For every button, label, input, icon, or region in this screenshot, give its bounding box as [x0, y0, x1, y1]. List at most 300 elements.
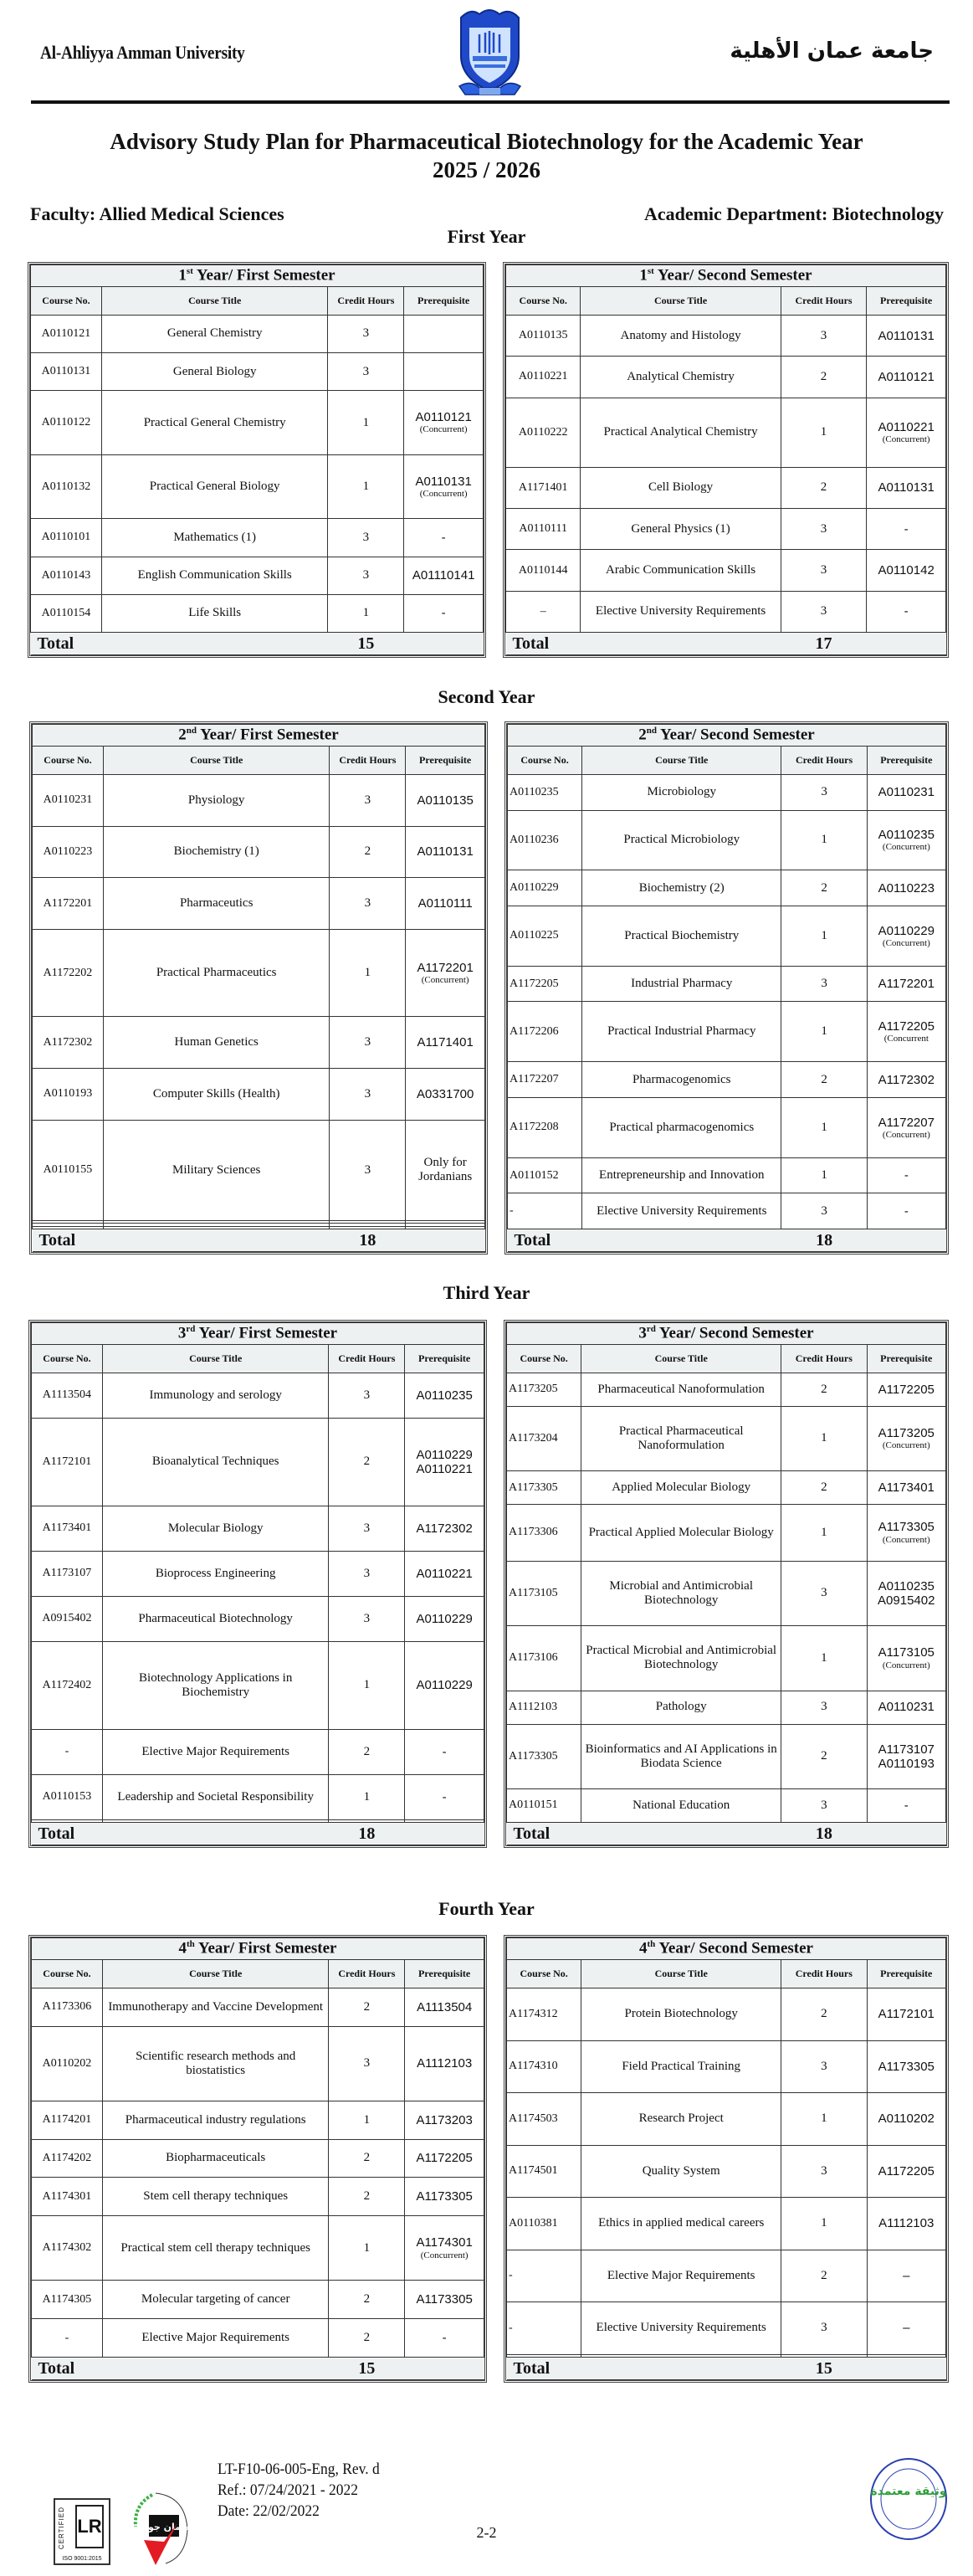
- prerequisite-code: A0110142: [878, 562, 935, 577]
- concurrent-note: (Concurrent): [421, 975, 469, 986]
- column-header-course-no: Course No.: [31, 287, 102, 316]
- credit-hours: 3: [329, 1506, 405, 1552]
- course-row: [32, 1506, 484, 1552]
- column-header-credit-hours: Credit Hours: [329, 1960, 405, 1988]
- reference-number: Ref.: 07/24/2021 - 2022: [218, 2481, 359, 2499]
- column-header-prerequisite: Prerequisite: [404, 287, 484, 316]
- course-title: Molecular targeting of cancer: [102, 2281, 329, 2319]
- course-row: [506, 398, 946, 467]
- prerequisite-cell: [867, 1157, 945, 1193]
- semester-title: [33, 725, 485, 747]
- column-header-credit-hours: Credit Hours: [781, 287, 867, 316]
- course-title: Mathematics (1): [101, 519, 328, 557]
- prerequisite-code: A0110111: [417, 896, 473, 911]
- course-code: A1174301: [32, 2178, 103, 2216]
- prerequisite-cell: [867, 2302, 946, 2355]
- course-code: A0110122: [31, 391, 102, 455]
- credit-hours: 3: [328, 557, 404, 594]
- prerequisite-code: A0110231: [878, 1700, 935, 1715]
- course-row: [507, 2302, 946, 2355]
- course-code: A1173306: [507, 1505, 581, 1561]
- credit-hours: 2: [329, 1418, 405, 1506]
- course-code: A1172207: [508, 1062, 582, 1098]
- prerequisite-code: A0110131: [878, 480, 935, 495]
- prerequisite-code: A1173305: [416, 2292, 473, 2307]
- prerequisite-cell: [867, 2198, 946, 2250]
- credit-hours: 3: [781, 509, 867, 550]
- course-row: [508, 1157, 946, 1193]
- concurrent-note: (Concurrent): [882, 1129, 930, 1140]
- column-header-prerequisite: Prerequisite: [405, 1345, 484, 1373]
- course-title: Practical General Chemistry: [101, 391, 328, 455]
- credit-hours: 2: [329, 2178, 405, 2216]
- column-header-course-no: Course No.: [506, 287, 581, 316]
- credit-hours: 3: [330, 775, 406, 827]
- course-row: [506, 316, 946, 357]
- column-header-course-title: Course Title: [581, 1960, 781, 1988]
- semester-title: [32, 1323, 484, 1345]
- credit-hours: 2: [781, 1062, 867, 1098]
- semester-grid: [31, 1937, 484, 2380]
- prerequisite-cell: [867, 2093, 946, 2146]
- course-row: [32, 2281, 484, 2319]
- prerequisite-code: A1173305: [878, 1520, 935, 1535]
- course-code: A1174312: [507, 1988, 581, 2041]
- course-code: A0110236: [508, 810, 582, 870]
- credit-hours: 3: [781, 775, 867, 811]
- course-code: A1174501: [507, 2145, 581, 2198]
- credit-hours: 1: [330, 930, 406, 1017]
- semester-grid: [507, 724, 946, 1252]
- course-row: [508, 906, 946, 967]
- prerequisite-cell: [406, 1017, 485, 1069]
- course-row: [506, 357, 946, 398]
- course-row: [507, 1789, 946, 1823]
- course-code: A1113504: [32, 1373, 103, 1419]
- prerequisite-code: –: [903, 2268, 910, 2283]
- course-code: A1173105: [507, 1561, 581, 1626]
- semester-table: [29, 721, 488, 1255]
- course-code: -: [507, 2250, 581, 2302]
- course-code: A0110111: [506, 509, 581, 550]
- prerequisite-cell: [405, 1988, 484, 2027]
- prerequisite-code: A0110135: [417, 793, 474, 808]
- prerequisite-code: A01110141: [412, 568, 475, 583]
- credit-hours: 1: [781, 1406, 867, 1471]
- credit-hours: 3: [781, 966, 867, 1002]
- course-row: [508, 966, 946, 1002]
- total-spacer: [867, 1229, 945, 1252]
- course-code: A0110154: [31, 594, 102, 632]
- course-code: A0110193: [33, 1069, 104, 1121]
- total-label: Total: [32, 1823, 329, 1845]
- prerequisite-cell: [404, 316, 484, 353]
- prerequisite-cell: [867, 1988, 946, 2041]
- credit-hours: 1: [781, 810, 867, 870]
- document-reference: [218, 2459, 380, 2522]
- prerequisite-code: A0110231: [878, 785, 935, 800]
- course-code: A0110225: [508, 906, 582, 967]
- course-title: Elective University Requirements: [581, 2302, 781, 2355]
- course-row: [32, 2178, 484, 2216]
- credit-hours: 3: [330, 1017, 406, 1069]
- course-row: [507, 1406, 946, 1471]
- credit-hours: 1: [781, 1505, 867, 1561]
- course-code: A0110231: [33, 775, 104, 827]
- credit-hours: 3: [328, 519, 404, 557]
- prerequisite-code: A0110235: [878, 828, 935, 843]
- prerequisite-cell: [404, 353, 484, 391]
- prerequisite-cell: [405, 2281, 484, 2319]
- credit-hours: 3: [781, 2145, 867, 2198]
- course-code: A0110143: [31, 557, 102, 594]
- credit-hours: 2: [781, 1724, 867, 1789]
- credit-hours: 3: [781, 316, 867, 357]
- prerequisite-code: A0110223: [878, 880, 935, 895]
- prerequisite-code: A0110221: [878, 419, 935, 434]
- course-code: –: [506, 591, 581, 632]
- total-label: Total: [508, 1229, 781, 1252]
- course-row: [506, 467, 946, 508]
- university-name-en: Al-Ahliyya Amman University: [40, 42, 245, 63]
- semester-caption-row: [32, 1323, 484, 1345]
- year-ordinal: 1: [639, 266, 648, 285]
- prerequisite-code: A0110131: [415, 474, 472, 489]
- prerequisite-cell: [867, 591, 946, 632]
- course-title: Elective Major Requirements: [102, 1730, 329, 1775]
- course-row: [507, 1724, 946, 1789]
- course-code: A0110221: [506, 357, 581, 398]
- year-heading-second: Second Year: [438, 686, 535, 707]
- prerequisite-code: A0110229: [416, 1678, 473, 1693]
- total-credits: 18: [330, 1229, 406, 1252]
- prerequisite-cell: [867, 775, 945, 811]
- course-row: [33, 878, 485, 930]
- credit-hours: 1: [328, 454, 404, 519]
- column-header-course-title: Course Title: [103, 747, 330, 775]
- prerequisite-cell: [867, 467, 946, 508]
- prerequisite-cell: [405, 1373, 484, 1419]
- prerequisite-cell: [867, 1505, 946, 1561]
- prerequisite-code: -: [442, 1744, 447, 1759]
- prerequisite-code: A1172207: [878, 1115, 935, 1130]
- year-ordinal-suffix: th: [187, 1939, 195, 1950]
- prerequisite-code: -: [904, 521, 909, 536]
- course-title: Practical Industrial Pharmacy: [582, 1002, 781, 1062]
- credit-hours: 2: [329, 2319, 405, 2358]
- prerequisite-cell: [867, 357, 946, 398]
- course-code: A1172101: [32, 1418, 103, 1506]
- credit-hours: 3: [781, 1561, 867, 1626]
- credit-hours: 3: [330, 878, 406, 930]
- course-code: A1171401: [506, 467, 581, 508]
- approved-document-seal-icon: [868, 2456, 950, 2543]
- prerequisite-cell: [405, 1774, 484, 1819]
- course-title: Practical Biochemistry: [582, 906, 781, 967]
- prerequisite-cell: [405, 2026, 484, 2101]
- column-header-credit-hours: Credit Hours: [781, 1960, 867, 1988]
- semester-title: [31, 265, 484, 287]
- total-credits: 17: [781, 633, 867, 655]
- semester-caption-row: [507, 1323, 946, 1345]
- total-label: Total: [32, 2358, 329, 2380]
- course-row: [31, 316, 484, 353]
- credit-hours: 2: [781, 1471, 867, 1505]
- semester-table: [503, 262, 949, 658]
- prerequisite-cell: [406, 1120, 485, 1220]
- total-label: Total: [507, 1823, 781, 1845]
- total-label: Total: [506, 633, 781, 655]
- semester-label: Year/ First Semester: [200, 726, 339, 744]
- total-credits: 15: [781, 2358, 867, 2380]
- year-ordinal: 3: [638, 1324, 647, 1342]
- course-code: A0110381: [507, 2198, 581, 2250]
- department-label: Academic Department: Biotechnology: [643, 203, 944, 224]
- prerequisite-cell: [867, 1373, 946, 1407]
- course-title: Leadership and Societal Responsibility: [102, 1774, 329, 1819]
- concurrent-note: (Concurrent): [882, 937, 930, 948]
- prerequisite-cell: [867, 550, 946, 591]
- course-row: [507, 2198, 946, 2250]
- prerequisite-code: -: [904, 1168, 909, 1183]
- total-spacer: [405, 2358, 484, 2380]
- course-code: A1172208: [508, 1097, 582, 1157]
- total-credits: 18: [781, 1229, 867, 1252]
- course-title: Elective Major Requirements: [581, 2250, 781, 2302]
- year-ordinal: 3: [177, 1324, 187, 1342]
- course-title: Field Practical Training: [581, 2040, 781, 2093]
- course-title: Biochemistry (2): [582, 870, 781, 906]
- prerequisite-cell: [867, 398, 946, 467]
- credit-hours: 1: [781, 1626, 867, 1691]
- course-code: -: [32, 1730, 103, 1775]
- course-title: Industrial Pharmacy: [582, 966, 781, 1002]
- course-title: Microbiology: [582, 775, 781, 811]
- prerequisite-code: A1113504: [417, 1999, 473, 2014]
- semester-grid: [32, 724, 485, 1252]
- prerequisite-cell: [404, 557, 484, 594]
- course-title: Arabic Communication Skills: [581, 550, 781, 591]
- course-row: [31, 391, 484, 455]
- column-header-course-title: Course Title: [581, 1345, 781, 1373]
- semester-caption-row: [33, 725, 485, 747]
- semester-label: Year/ First Semester: [198, 1324, 338, 1342]
- total-label: Total: [33, 1229, 330, 1252]
- semester-table: [504, 721, 949, 1255]
- credit-hours: 3: [781, 550, 867, 591]
- prerequisite-code: A1172205: [878, 1382, 935, 1397]
- prerequisite-cell: [406, 930, 485, 1017]
- credit-hours: 3: [329, 1552, 405, 1597]
- year-ordinal-suffix: st: [186, 266, 193, 277]
- credit-hours: 2: [781, 1988, 867, 2041]
- column-header-row: [33, 747, 485, 775]
- column-header-course-title: Course Title: [582, 747, 781, 775]
- course-title: Practical Applied Molecular Biology: [581, 1505, 781, 1561]
- prerequisite-cell: [867, 1097, 945, 1157]
- prerequisite-cell: [406, 878, 485, 930]
- prerequisite-code: A1173107 A0110193: [878, 1742, 935, 1771]
- prerequisite-cell: [405, 2216, 484, 2281]
- credit-hours: 1: [329, 2101, 405, 2139]
- course-code: A0110222: [506, 398, 581, 467]
- course-code: A1173204: [507, 1406, 581, 1471]
- column-header-prerequisite: Prerequisite: [867, 1960, 946, 1988]
- prerequisite-code: A1174301: [416, 2235, 473, 2250]
- prerequisite-code: A0110235 A0915402: [878, 1578, 935, 1608]
- prerequisite-code: -: [904, 604, 909, 619]
- course-code: A0110132: [31, 454, 102, 519]
- column-header-credit-hours: Credit Hours: [781, 1345, 867, 1373]
- course-row: [33, 775, 485, 827]
- credit-hours: 3: [328, 353, 404, 391]
- course-title: Practical Pharmaceutics: [103, 930, 330, 1017]
- course-code: A1112103: [507, 1691, 581, 1724]
- semester-caption-row: [31, 265, 484, 287]
- course-code: A0110131: [31, 353, 102, 391]
- course-code: A1173106: [507, 1626, 581, 1691]
- prerequisite-cell: [406, 826, 485, 878]
- course-code: A1173305: [507, 1724, 581, 1789]
- prerequisite-cell: [867, 1062, 945, 1098]
- semester-table: [28, 262, 486, 658]
- concurrent-note: (Concurrent): [419, 424, 468, 435]
- course-title: National Education: [581, 1789, 781, 1823]
- semester-grid: [31, 1322, 484, 1845]
- column-header-course-no: Course No.: [33, 747, 104, 775]
- credit-hours: 1: [329, 2216, 405, 2281]
- course-code: A0110229: [508, 870, 582, 906]
- course-row: [507, 1691, 946, 1724]
- prerequisite-cell: [404, 594, 484, 632]
- course-row: [507, 2040, 946, 2093]
- course-code: A1172402: [32, 1641, 103, 1729]
- credit-hours: 3: [328, 316, 404, 353]
- prerequisite-code: A0110229: [878, 923, 935, 938]
- prerequisite-cell: [867, 1789, 946, 1823]
- prerequisite-code: A1173305: [416, 2189, 473, 2204]
- prerequisite-cell: [867, 1691, 946, 1724]
- year-ordinal: 1: [178, 266, 187, 285]
- credit-hours: 1: [781, 1002, 867, 1062]
- credit-hours: 2: [329, 1730, 405, 1775]
- prerequisite-cell: [405, 1418, 484, 1506]
- year-ordinal-suffix: nd: [646, 726, 657, 736]
- course-title: Quality System: [581, 2145, 781, 2198]
- year-heading-third: Third Year: [443, 1282, 530, 1303]
- prerequisite-code: -: [904, 1203, 909, 1219]
- course-row: [33, 1069, 485, 1121]
- prerequisite-code: -: [441, 530, 446, 545]
- semester-title: [507, 1938, 946, 1960]
- credit-hours: 1: [781, 398, 867, 467]
- course-code: A0110135: [506, 316, 581, 357]
- course-row: [508, 1097, 946, 1157]
- course-row: [508, 1002, 946, 1062]
- seal-text: وثيقة معتمدة: [870, 2485, 947, 2498]
- total-row: [508, 1229, 946, 1252]
- course-title: Microbial and Antimicrobial Biotechnology: [581, 1561, 781, 1626]
- prerequisite-cell: [867, 1193, 945, 1229]
- credit-hours: 3: [329, 2026, 405, 2101]
- course-title: Elective University Requirements: [582, 1193, 781, 1229]
- course-title: Pharmaceutical industry regulations: [102, 2101, 329, 2139]
- course-code: A1173401: [32, 1506, 103, 1552]
- semester-label: Year/ First Semester: [197, 1939, 337, 1958]
- prerequisite-code: A1112103: [417, 2056, 473, 2071]
- prerequisite-cell: [405, 2319, 484, 2358]
- prerequisite-cell: [405, 2139, 484, 2178]
- course-code: A1172302: [33, 1017, 104, 1069]
- column-header-course-no: Course No.: [32, 1345, 103, 1373]
- column-header-course-no: Course No.: [507, 1345, 581, 1373]
- form-code: LT-F10-06-005-Eng, Rev. d: [218, 2461, 380, 2478]
- total-label: Total: [31, 633, 328, 655]
- course-row: [508, 775, 946, 811]
- course-row: [507, 1626, 946, 1691]
- course-title: Immunology and serology: [102, 1373, 329, 1419]
- prerequisite-cell: [405, 2178, 484, 2216]
- course-code: A0110202: [32, 2026, 103, 2101]
- course-title: Computer Skills (Health): [103, 1069, 330, 1121]
- course-title: Immunotherapy and Vaccine Development: [102, 1988, 329, 2027]
- course-code: A1173205: [507, 1373, 581, 1407]
- credit-hours: 3: [781, 1691, 867, 1724]
- concurrent-note: (Concurrent): [419, 488, 468, 499]
- column-header-row: [508, 747, 946, 775]
- prerequisite-cell: [867, 1561, 946, 1626]
- column-header-course-title: Course Title: [581, 287, 781, 316]
- prerequisite-code: A1173305: [878, 2059, 935, 2074]
- course-row: [507, 1373, 946, 1407]
- total-spacer: [867, 2358, 946, 2380]
- credit-hours: 2: [781, 1373, 867, 1407]
- course-title: Pharmaceutical Biotechnology: [102, 1596, 329, 1641]
- semester-title: [508, 725, 946, 747]
- prerequisite-cell: [867, 1724, 946, 1789]
- concurrent-note: (Concurrent: [883, 1034, 929, 1044]
- column-header-row: [32, 1345, 484, 1373]
- prerequisite-cell: [867, 1471, 946, 1505]
- credit-hours: 1: [781, 1157, 867, 1193]
- course-title: Pharmaceutical Nanoformulation: [581, 1373, 781, 1407]
- course-row: [507, 1988, 946, 2041]
- course-row: [31, 519, 484, 557]
- prerequisite-cell: [404, 391, 484, 455]
- total-credits: 15: [328, 633, 404, 655]
- course-row: [507, 1505, 946, 1561]
- course-title: Pathology: [581, 1691, 781, 1724]
- prerequisite-code: A0110131: [878, 328, 935, 343]
- course-row: [507, 2145, 946, 2198]
- total-credits: 18: [329, 1823, 405, 1845]
- total-row: [31, 633, 484, 655]
- column-header-course-no: Course No.: [507, 1960, 581, 1988]
- semester-caption-row: [32, 1938, 484, 1960]
- page-title: Advisory Study Plan for Pharmaceutical Biotechnology for the Academic Year: [110, 129, 863, 154]
- course-row: [508, 810, 946, 870]
- prerequisite-cell: [404, 519, 484, 557]
- year-ordinal-suffix: st: [647, 266, 654, 277]
- course-row: [508, 1193, 946, 1229]
- course-title: Molecular Biology: [102, 1506, 329, 1552]
- course-row: [507, 1471, 946, 1505]
- semester-caption-row: [508, 725, 946, 747]
- course-row: [32, 1641, 484, 1729]
- course-code: A1174310: [507, 2040, 581, 2093]
- course-title: Elective Major Requirements: [102, 2319, 329, 2358]
- course-title: Practical stem cell therapy techniques: [102, 2216, 329, 2281]
